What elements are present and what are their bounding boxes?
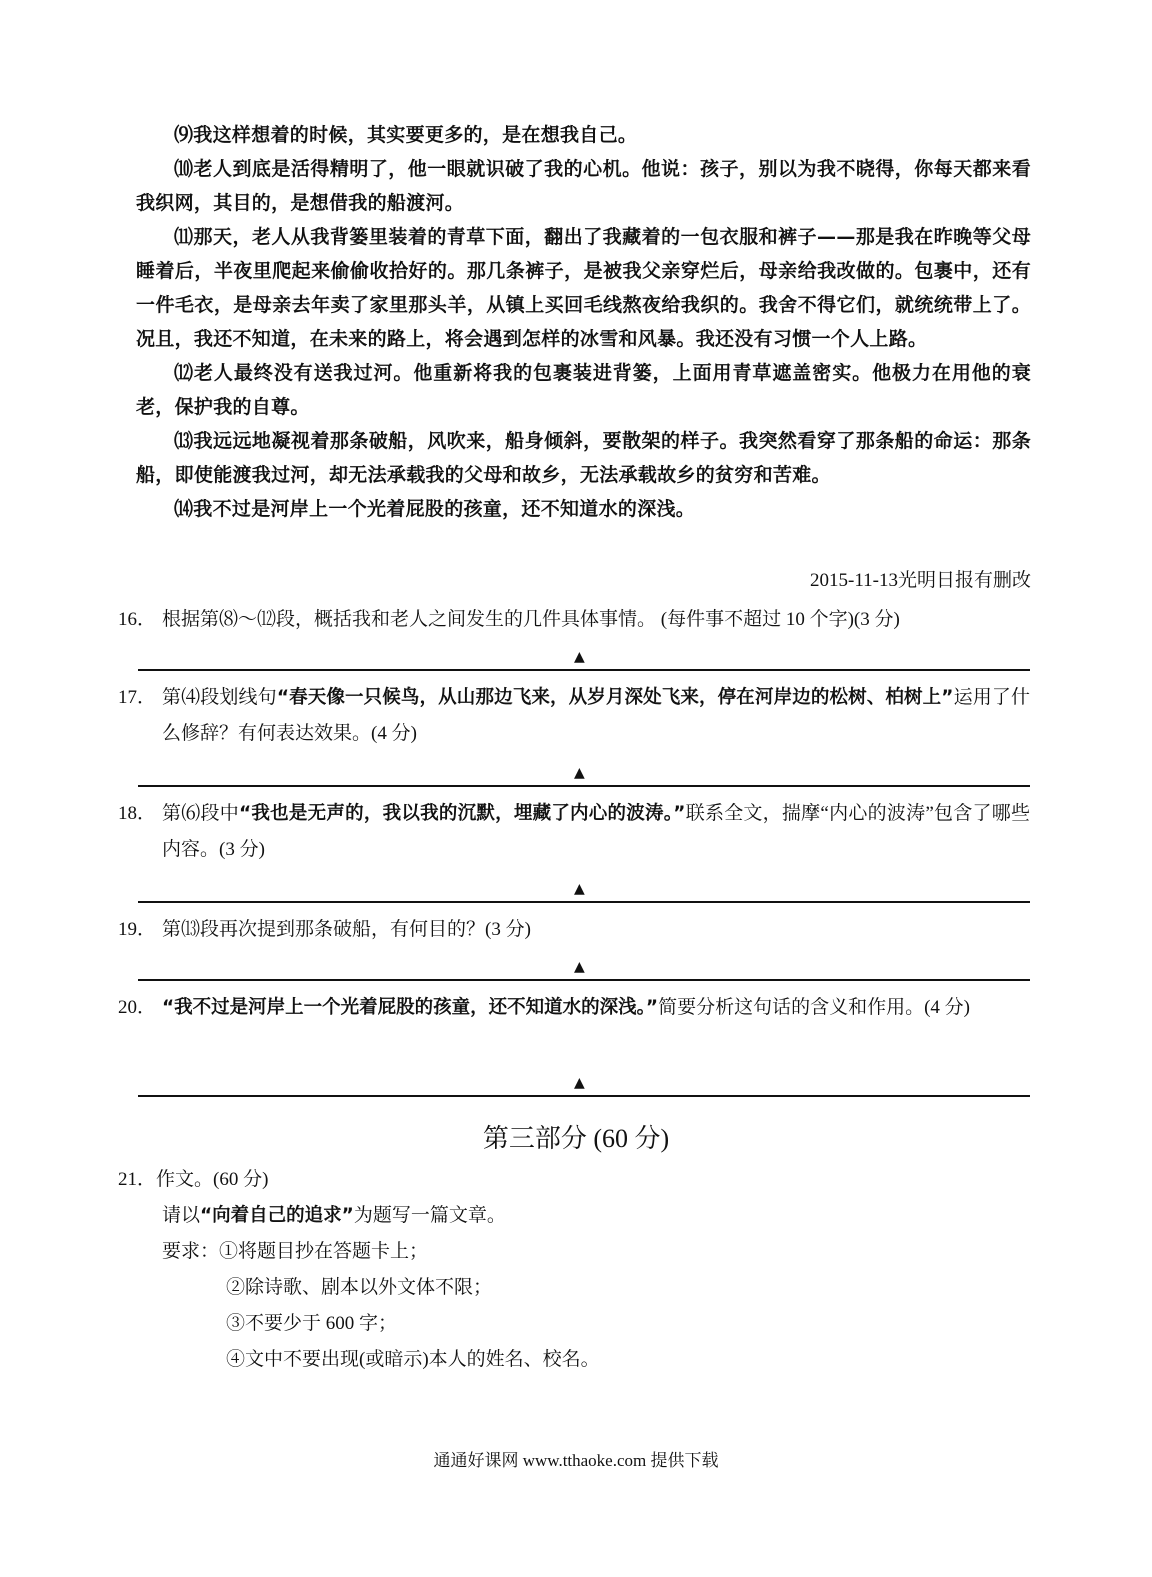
question-17 bbox=[118, 680, 1030, 752]
answer-line-16[interactable] bbox=[138, 645, 1030, 671]
question-number: 18． bbox=[118, 803, 157, 824]
answer-marker: ▲ bbox=[574, 765, 585, 781]
answer-marker: ▲ bbox=[574, 959, 585, 975]
requirement-1: ①将题目抄在答题卡上； bbox=[219, 1241, 429, 1262]
question-16 bbox=[118, 602, 1030, 638]
question-text-tail: 简要分析这句话的含义和作用。(4 分) bbox=[658, 997, 970, 1018]
passage-source: 2015-11-13光明日报有删改 bbox=[810, 570, 1031, 591]
passage-paragraph-10: ⑽老人到底是活得精明了，他一眼就识破了我的心机。他说：孩子，别以为我不晓得，你每天都来看我织网，其目的，是想借我的船渡河。 bbox=[136, 158, 1031, 214]
requirement-3: ③不要少于 600 字； bbox=[226, 1313, 398, 1334]
passage-paragraph-14: ⒁我不过是河岸上一个光着屁股的孩童，还不知道水的深浅。 bbox=[174, 498, 696, 520]
essay-question-21 bbox=[118, 1162, 1030, 1378]
quoted-sentence: “春天像一只候鸟，从山那边飞来，从岁月深处飞来，停在河岸边的松树、柏树上” bbox=[276, 687, 954, 708]
question-number: 20． bbox=[118, 997, 157, 1018]
reading-passage bbox=[136, 118, 1031, 526]
question-20 bbox=[118, 990, 1030, 1026]
question-text: 第⑹段中 bbox=[162, 803, 239, 824]
answer-marker: ▲ bbox=[574, 881, 585, 897]
answer-line-19[interactable] bbox=[138, 955, 1030, 981]
question-18 bbox=[118, 796, 1030, 868]
question-text: 根据第⑻～⑿段，概括我和老人之间发生的几件具体事情。 (每件事不超过 10 个字)(3 分) bbox=[162, 609, 900, 630]
answer-line-18[interactable] bbox=[138, 877, 1030, 903]
essay-title: “向着自己的追求” bbox=[200, 1205, 354, 1226]
passage-paragraph-9: ⑼我这样想着的时候，其实要更多的，是在想我自己。 bbox=[174, 124, 638, 146]
essay-prompt-post: 为题写一篇文章。 bbox=[353, 1205, 506, 1226]
question-text-tail: 运用了什么修辞？有何表达效果。(4 分) bbox=[162, 687, 1030, 744]
question-number: 16． bbox=[118, 609, 157, 630]
question-text: 第⑷段划线句 bbox=[162, 687, 277, 708]
part-three-title: 第三部分 (60 分) bbox=[482, 1124, 670, 1153]
question-number: 21． bbox=[118, 1169, 157, 1190]
requirement-2: ②除诗歌、剧本以外文体不限； bbox=[226, 1277, 493, 1298]
answer-marker: ▲ bbox=[574, 649, 585, 665]
essay-prompt-pre: 请以 bbox=[162, 1205, 201, 1226]
essay-label: 作文。(60 分) bbox=[156, 1169, 269, 1190]
question-text-tail: 联系全文，揣摩“内心的波涛”包含了哪些内容。(3 分) bbox=[162, 803, 1030, 860]
passage-paragraph-13: ⒀我远远地凝视着那条破船，风吹来，船身倾斜，要散架的样子。我突然看穿了那条船的命运：那条船，即使能渡我过河，却无法承载我的父母和故乡，无法承载故乡的贫穷和苦难。 bbox=[136, 430, 1031, 486]
answer-marker: ▲ bbox=[574, 1075, 585, 1091]
passage-paragraph-11: ⑾那天，老人从我背篓里装着的青草下面，翻出了我藏着的一包衣服和裤子——那是我在昨晚等父母睡着后，半夜里爬起来偷偷收拾好的。那几条裤子，是被我父亲穿烂后，母亲给我改做的。包裹中，还有一件毛衣，是母亲去年卖了家里那头羊，从镇上买回毛线熬夜给我织的。我舍不得它们，就统统带上了。况且，我还不知道，在未来的路上，将会遇到怎样的冰雪和风暴。我还没有习惯一个人上路。 bbox=[136, 226, 1031, 350]
requirement-4: ④文中不要出现(或暗示)本人的姓名、校名。 bbox=[226, 1349, 600, 1370]
question-19 bbox=[118, 912, 1030, 948]
question-number: 19． bbox=[118, 919, 157, 940]
question-number: 17． bbox=[118, 687, 157, 708]
requirement-1-row bbox=[162, 1234, 1030, 1270]
essay-prompt bbox=[162, 1198, 1030, 1234]
answer-line-17[interactable] bbox=[138, 761, 1030, 787]
requirements-label: 要求： bbox=[162, 1241, 220, 1262]
quoted-sentence: “我也是无声的，我以我的沉默，埋藏了内心的波涛。” bbox=[238, 803, 686, 824]
answer-line-20[interactable] bbox=[138, 1071, 1030, 1097]
page-footer: 通通好课网 www.tthaoke.com 提供下载 bbox=[433, 1451, 719, 1470]
quoted-sentence: “我不过是河岸上一个光着屁股的孩童，还不知道水的深浅。” bbox=[162, 997, 659, 1018]
passage-paragraph-12: ⑿老人最终没有送我过河。他重新将我的包裹装进背篓，上面用青草遮盖密实。他极力在用他的衰老，保护我的自尊。 bbox=[136, 362, 1031, 418]
question-text: 第⒀段再次提到那条破船，有何目的？(3 分) bbox=[162, 919, 531, 940]
